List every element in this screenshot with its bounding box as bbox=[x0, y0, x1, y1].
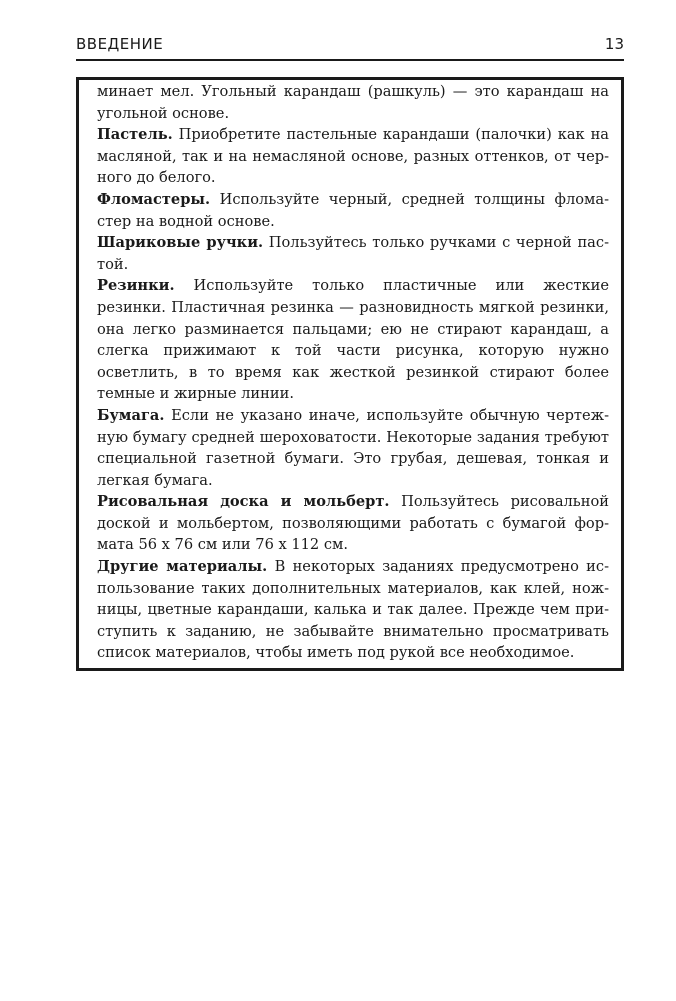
item-paper bbox=[97, 405, 609, 491]
item-text: Используйте черный, средней толщины фломастер на водной основе. bbox=[97, 190, 610, 230]
item-other-materials bbox=[97, 556, 609, 664]
materials-text bbox=[97, 81, 609, 664]
item-text: В некоторых заданиях предусмотрено использование таких дополнительных материалов, как клей, ножницы, цветные карандаши, калька и так далее. Прежде чем приступить к заданию, не забывайте внимательно просматривать список материалов, чтобы иметь под рукой все необходимое. bbox=[97, 558, 610, 662]
item-erasers bbox=[97, 275, 609, 405]
item-term: Пастель. bbox=[97, 126, 173, 144]
page-number: 13 bbox=[604, 35, 624, 53]
item-term: Фломастеры. bbox=[97, 190, 211, 208]
item-term: Другие материалы. bbox=[97, 558, 268, 576]
item-text: Если не указано иначе, используйте обычную чертежную бумагу средней шероховатости. Некоторые задания требуют специальной газетной бумаги. Это грубая, дешевая, тонкая и легкая бумага. bbox=[97, 406, 609, 489]
item-term: Шариковые ручки. bbox=[97, 234, 264, 252]
materials-box bbox=[76, 77, 624, 671]
section-title: ВВЕДЕНИЕ bbox=[76, 35, 164, 53]
item-ballpoint-pens bbox=[97, 232, 609, 275]
item-pastel bbox=[97, 124, 609, 189]
item-text: Пользуйтесь рисовальной доской и мольбертом, позволяющими работать с бумагой формата 56 x 76 см или 76 x 112 см. bbox=[97, 493, 609, 554]
item-text: Используйте только пластичные или жесткие резинки. Пластичная резинка — разновидность мягкой резинки, она легко разминается пальцами; ею не стирают карандаш, а слегка прижимают к той части рисунка, которую нужно осветлить, в то время как жесткой резинкой стирают более темные и жирные линии. bbox=[97, 277, 610, 403]
item-text: Приобретите пастельные карандаши (палочки) как на масляной, так и на немасляной основе, разных оттенков, от черного до белого. bbox=[97, 126, 609, 187]
item-drawing-board bbox=[97, 491, 609, 556]
item-term: Рисовальная доска и мольберт. bbox=[97, 493, 390, 511]
item-text: Пользуйтесь только ручками с черной пастой. bbox=[97, 234, 609, 273]
item-term: Бумага. bbox=[97, 406, 165, 424]
header-rule bbox=[76, 59, 624, 61]
intro-continuation: минает мел. Угольный карандаш (рашкуль) — это карандаш на угольной основе. bbox=[97, 83, 609, 122]
item-term: Резинки. bbox=[97, 277, 175, 295]
item-markers bbox=[97, 189, 609, 232]
running-header bbox=[76, 35, 624, 57]
